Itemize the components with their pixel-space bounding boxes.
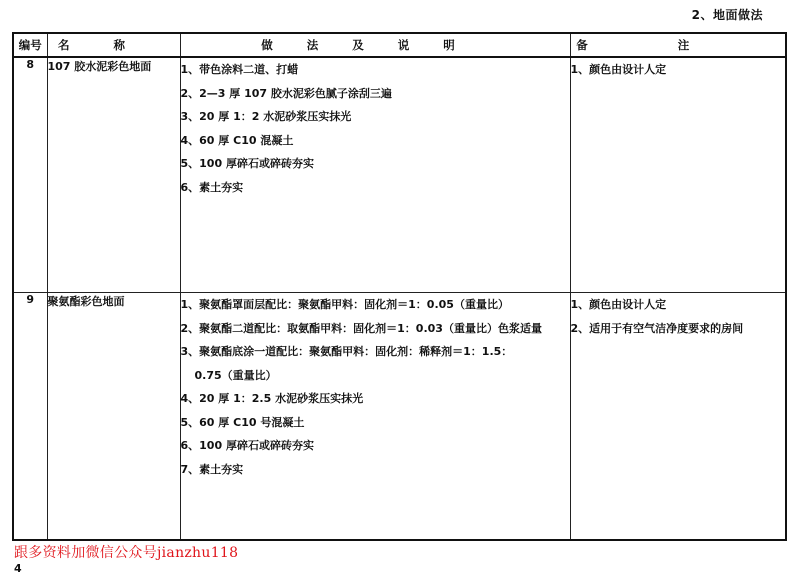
method-step: 7、素土夯实 bbox=[180, 462, 244, 476]
section-heading: 2、地面做法 bbox=[691, 8, 763, 22]
method-step: 4、60 厚 C10 混凝土 bbox=[180, 133, 294, 147]
table-row bbox=[13, 293, 786, 541]
row-note-cell bbox=[570, 293, 786, 541]
method-step: 5、60 厚 C10 号混凝土 bbox=[180, 415, 305, 429]
method-step: 3、聚氨酯底涂一道配比：聚氨酯甲料：固化剂：稀释剂＝1：1.5： bbox=[180, 345, 513, 358]
row-note-cell bbox=[570, 57, 786, 293]
watermark-text: 跟多资料加微信公众号jianzhu118 bbox=[14, 545, 239, 561]
header-name: 名称 bbox=[47, 33, 180, 57]
method-step: 1、带色涂料二道、打蜡 bbox=[180, 63, 299, 76]
method-step: 2、聚氨酯二道配比：取氨酯甲料：固化剂＝1：0.03（重量比）色浆适量 bbox=[180, 321, 542, 335]
method-step: 4、20 厚 1：2.5 水泥砂浆压实抹光 bbox=[180, 392, 364, 405]
note-item: 1、颜色由设计人定 bbox=[570, 63, 667, 76]
page-number: 4 bbox=[14, 562, 22, 575]
method-step: 5、100 厚碎石或碎砖夯实 bbox=[180, 157, 314, 170]
header-number: 编号 bbox=[13, 33, 47, 57]
row-name: 107 胶水泥彩色地面 bbox=[47, 57, 180, 293]
row-name: 聚氨酯彩色地面 bbox=[47, 293, 180, 541]
method-step-continuation: 0.75（重量比） bbox=[194, 368, 277, 382]
method-step: 6、100 厚碎石或碎砖夯实 bbox=[180, 439, 314, 452]
method-step: 2、2—3 厚 107 胶水泥彩色腻子涂刮三遍 bbox=[180, 86, 392, 100]
method-step: 3、20 厚 1：2 水泥砂浆压实抹光 bbox=[180, 110, 352, 123]
row-number: 9 bbox=[13, 293, 47, 541]
note-item: 1、颜色由设计人定 bbox=[570, 298, 667, 311]
table-header-row bbox=[13, 33, 786, 57]
method-step: 1、聚氨酯罩面层配比：聚氨酯甲料：固化剂＝1：0.05（重量比） bbox=[180, 298, 509, 311]
note-item: 2、适用于有空气洁净度要求的房间 bbox=[570, 321, 744, 335]
header-method: 做法及说明 bbox=[180, 33, 570, 57]
floor-method-table bbox=[12, 32, 787, 541]
row-method-cell bbox=[180, 57, 570, 293]
method-step: 6、素土夯实 bbox=[180, 180, 244, 194]
row-number: 8 bbox=[13, 57, 47, 293]
row-method-cell bbox=[180, 293, 570, 541]
table-row bbox=[13, 57, 786, 293]
header-note: 备注 bbox=[570, 33, 786, 57]
